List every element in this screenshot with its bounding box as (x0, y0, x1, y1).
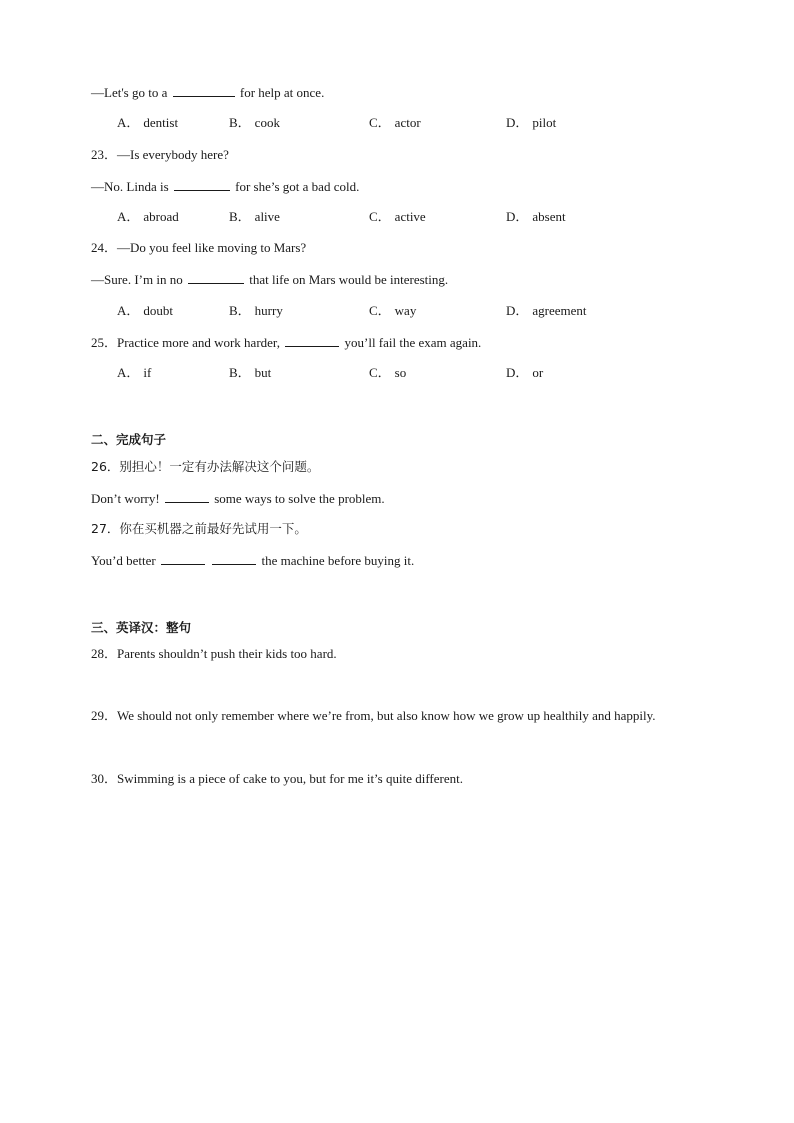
section-heading-translation: 三、英译汉：整句 (91, 620, 192, 635)
answer-blank[interactable] (188, 271, 244, 284)
option-d[interactable]: D． agreement (506, 303, 587, 318)
option-a[interactable]: A． if (117, 365, 152, 380)
option-d[interactable]: D． or (506, 365, 544, 380)
q28-sentence: 28．Parents shouldn’t push their kids too hard. (91, 646, 337, 661)
answer-blank[interactable] (173, 84, 235, 97)
option-a[interactable]: A． doubt (117, 303, 174, 318)
q23-line1: 23．—Is everybody here? (91, 147, 229, 162)
option-b[interactable]: B． hurry (229, 303, 283, 318)
q23-stem: —No. Linda is for she’s got a bad cold. (91, 179, 360, 194)
q25-stem: 25．Practice more and work harder, you’ll fail the exam again. (91, 335, 482, 350)
answer-blank[interactable] (174, 178, 230, 191)
option-c[interactable]: C． actor (369, 115, 421, 130)
option-b[interactable]: B． cook (229, 115, 280, 130)
answer-blank[interactable] (212, 552, 256, 565)
option-c[interactable]: C． so (369, 365, 407, 380)
option-d[interactable]: D． pilot (506, 115, 557, 130)
q22-stem: —Let's go to a for help at once. (91, 85, 325, 100)
q26-english: Don’t worry! some ways to solve the problem. (91, 491, 385, 506)
option-b[interactable]: B． but (229, 365, 272, 380)
option-d[interactable]: D． absent (506, 209, 566, 224)
option-a[interactable]: A． dentist (117, 115, 179, 130)
answer-blank[interactable] (161, 552, 205, 565)
q24-line1: 24．—Do you feel like moving to Mars? (91, 240, 307, 255)
q26-chinese: 26．别担心！一定有办法解决这个问题。 (91, 459, 320, 474)
option-a[interactable]: A． abroad (117, 209, 179, 224)
answer-blank[interactable] (165, 490, 209, 503)
q27-english: You’d better the machine before buying it. (91, 553, 415, 568)
option-c[interactable]: C． way (369, 303, 417, 318)
option-b[interactable]: B． alive (229, 209, 280, 224)
q30-sentence: 30．Swimming is a piece of cake to you, but for me it’s quite different. (91, 771, 463, 786)
section-heading-complete-sentences: 二、完成句子 (91, 432, 167, 447)
q24-stem: —Sure. I’m in no that life on Mars would be interesting. (91, 272, 449, 287)
q29-sentence: 29．We should not only remember where we’re from, but also know how we grow up healthily and happily. (91, 708, 656, 723)
answer-blank[interactable] (285, 334, 339, 347)
option-c[interactable]: C． active (369, 209, 426, 224)
q27-chinese: 27．你在买机器之前最好先试用一下。 (91, 521, 307, 536)
